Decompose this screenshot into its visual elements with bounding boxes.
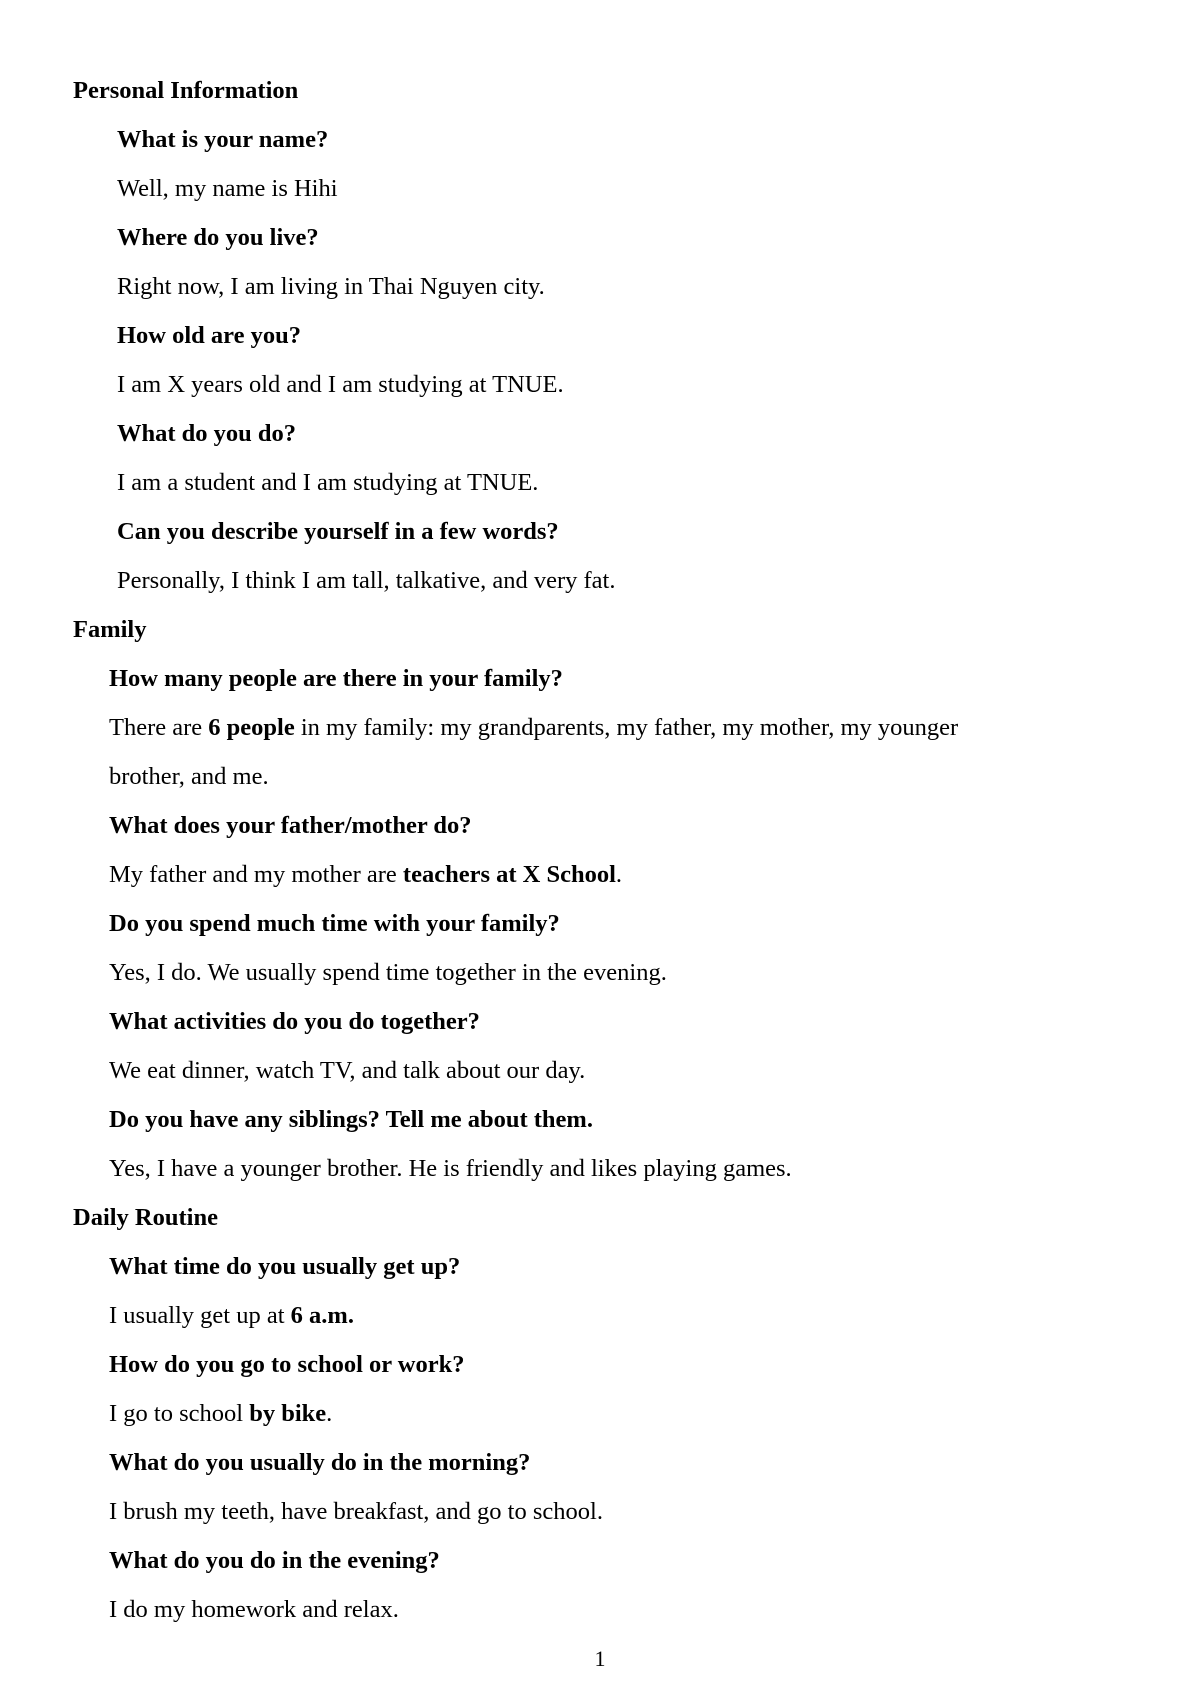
question: What do you usually do in the morning? [109, 1449, 531, 1476]
question: What activities do you do together? [109, 1008, 480, 1035]
answer: I brush my teeth, have breakfast, and go to school. [109, 1498, 603, 1525]
question: Where do you live? [117, 224, 319, 251]
answer-text: . [326, 1400, 333, 1427]
question: Do you have any siblings? Tell me about them. [109, 1106, 593, 1133]
answer [109, 1304, 354, 1329]
answer-emphasis: 6 people [208, 714, 295, 741]
answer [109, 1402, 332, 1427]
answer-text: There are [109, 714, 209, 741]
answer: Right now, I am living in Thai Nguyen city. [117, 273, 545, 300]
answer-text: I go to school [109, 1400, 250, 1427]
answer-emphasis: by bike [249, 1400, 327, 1427]
answer [109, 863, 622, 888]
question: What do you do in the evening? [109, 1547, 440, 1574]
answer: I do my homework and relax. [109, 1596, 399, 1623]
question: Do you spend much time with your family? [109, 910, 560, 937]
answer: We eat dinner, watch TV, and talk about our day. [109, 1057, 586, 1084]
answer-text: I usually get up at [109, 1302, 291, 1329]
question: How many people are there in your family? [109, 665, 563, 692]
answer: Personally, I think I am tall, talkative, and very fat. [117, 567, 616, 594]
answer-text: in my family: my grandparents, my father, my mother, my younger [294, 714, 959, 741]
answer: I am a student and I am studying at TNUE. [117, 469, 539, 496]
section-heading-family: Family [73, 616, 147, 643]
question: How old are you? [117, 322, 301, 349]
question: What do you do? [117, 420, 297, 447]
page-number: 1 [594, 1646, 606, 1671]
answer: Yes, I have a younger brother. He is friendly and likes playing games. [109, 1155, 792, 1182]
answer-text: My father and my mother are [109, 861, 403, 888]
question: How do you go to school or work? [109, 1351, 465, 1378]
answer [109, 716, 958, 741]
section-heading-personal-information: Personal Information [73, 77, 299, 104]
answer: Well, my name is Hihi [117, 175, 338, 202]
question: What is your name? [117, 126, 329, 153]
question: What does your father/mother do? [109, 812, 472, 839]
section-heading-daily-routine: Daily Routine [73, 1204, 218, 1231]
answer-emphasis: teachers at X School [402, 861, 616, 888]
question: Can you describe yourself in a few words? [117, 518, 559, 545]
answer-emphasis: 6 a.m. [290, 1302, 354, 1329]
question: What time do you usually get up? [109, 1253, 461, 1280]
answer-text: . [615, 861, 623, 888]
answer: Yes, I do. We usually spend time together in the evening. [109, 959, 667, 986]
answer-continuation: brother, and me. [109, 763, 269, 790]
answer: I am X years old and I am studying at TNUE. [117, 371, 564, 398]
